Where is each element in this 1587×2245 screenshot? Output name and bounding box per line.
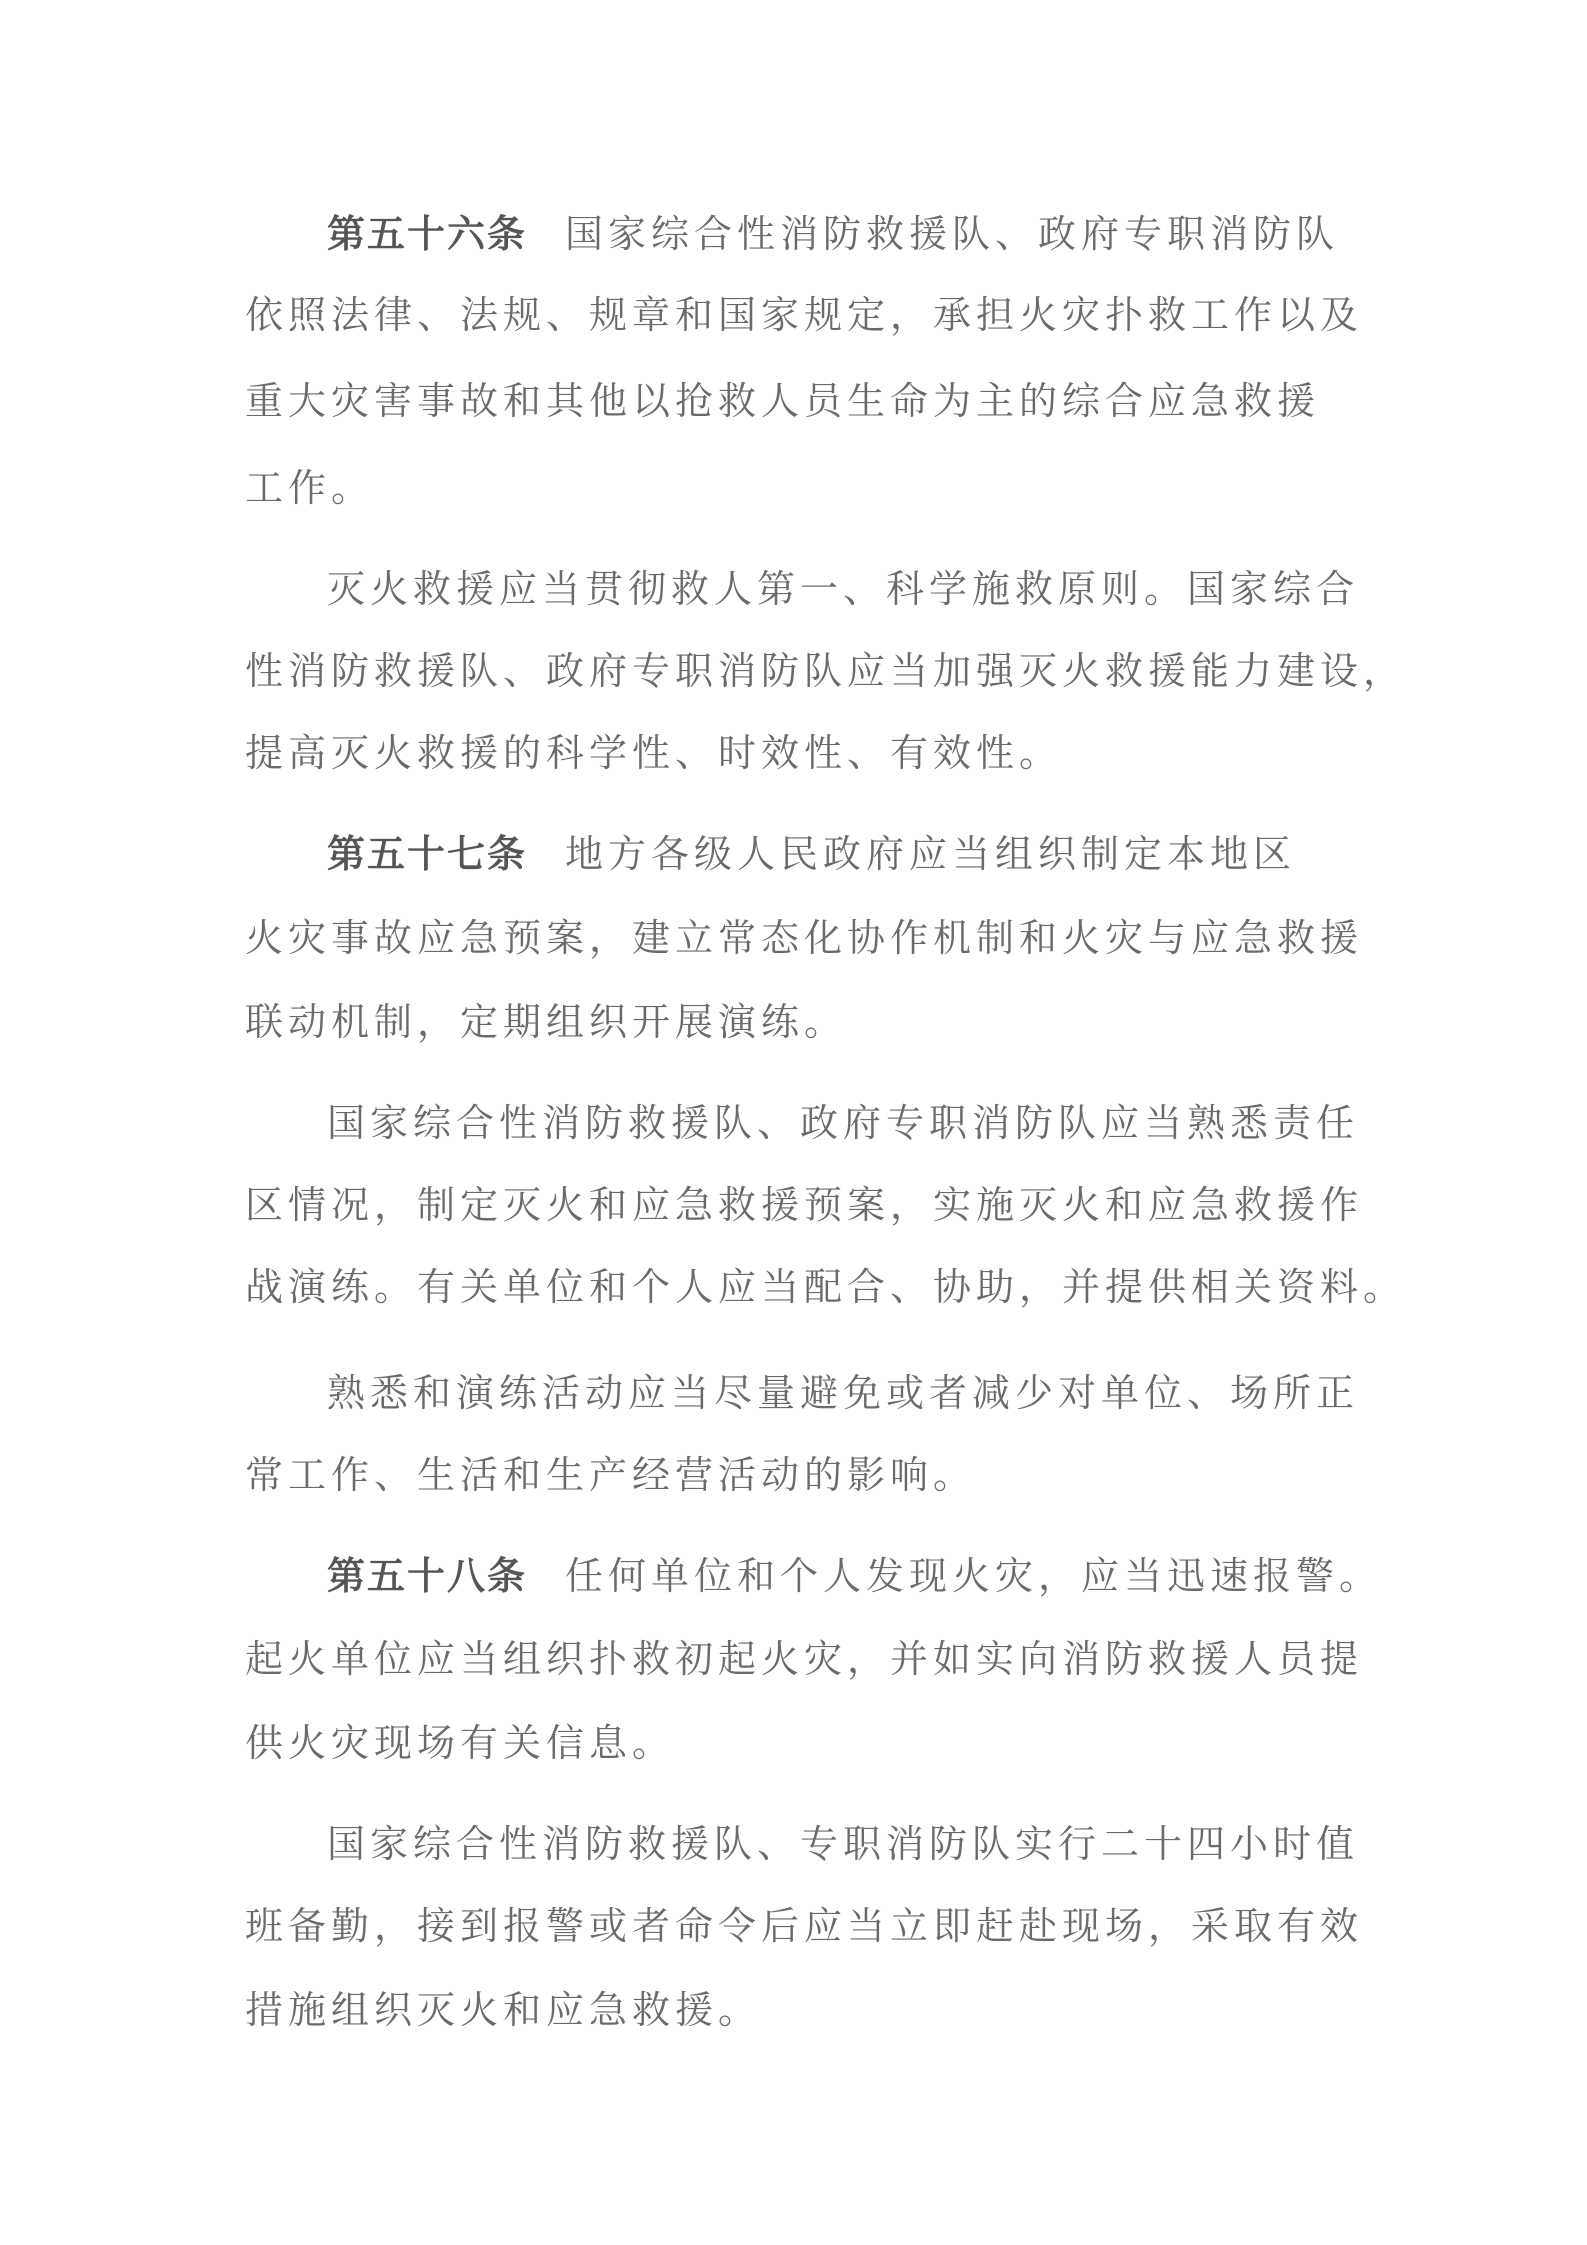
text-line: 班备勤，接到报警或者命令后应当立即赶赴现场，采取有效 <box>245 1904 1364 1948</box>
text-line: 性消防救援队、政府专职消防队应当加强灭火救援能力建设， <box>245 649 1407 693</box>
text-line: 灭火救援应当贯彻救人第一、科学施救原则。国家综合 <box>327 567 1360 611</box>
text-line <box>327 829 1296 879</box>
article-number: 第五十八条 <box>327 1554 528 1598</box>
text-line: 常工作、生活和生产经营活动的影响。 <box>245 1453 977 1497</box>
line-text: 地方各级人民政府应当组织制定本地区 <box>565 832 1297 876</box>
text-line: 工作。 <box>245 466 375 510</box>
text-line: 国家综合性消防救援队、专职消防队实行二十四小时值 <box>327 1822 1360 1866</box>
text-line: 区情况，制定灭火和应急救援预案，实施灭火和应急救援作 <box>245 1183 1364 1227</box>
text-line: 重大灾害事故和其他以抢救人员生命为主的综合应急救援 <box>245 379 1321 423</box>
article-number: 第五十六条 <box>327 212 528 256</box>
text-line: 熟悉和演练活动应当尽量避免或者减少对单位、场所正 <box>327 1371 1360 1415</box>
text-line: 供火灾现场有关信息。 <box>245 1721 676 1765</box>
text-line: 国家综合性消防救援队、政府专职消防队应当熟悉责任 <box>327 1101 1360 1145</box>
text-line: 提高灭火救援的科学性、时效性、有效性。 <box>245 731 1063 775</box>
text-line: 火灾事故应急预案，建立常态化协作机制和火灾与应急救援 <box>245 916 1364 960</box>
line-text: 国家综合性消防救援队、政府专职消防队 <box>565 212 1340 256</box>
text-line: 依照法律、法规、规章和国家规定，承担火灾扑救工作以及 <box>245 293 1364 337</box>
text-line <box>327 209 1339 259</box>
text-line <box>327 1551 1382 1601</box>
text-line: 措施组织灭火和应急救援。 <box>245 1988 762 2032</box>
line-text: 任何单位和个人发现火灾，应当迅速报警。 <box>565 1554 1383 1598</box>
text-line: 联动机制，定期组织开展演练。 <box>245 1000 848 1044</box>
article-number: 第五十七条 <box>327 832 528 876</box>
text-line: 战演练。有关单位和个人应当配合、协助，并提供相关资料。 <box>245 1265 1407 1309</box>
text-line: 起火单位应当组织扑救初起火灾，并如实向消防救援人员提 <box>245 1637 1364 1681</box>
